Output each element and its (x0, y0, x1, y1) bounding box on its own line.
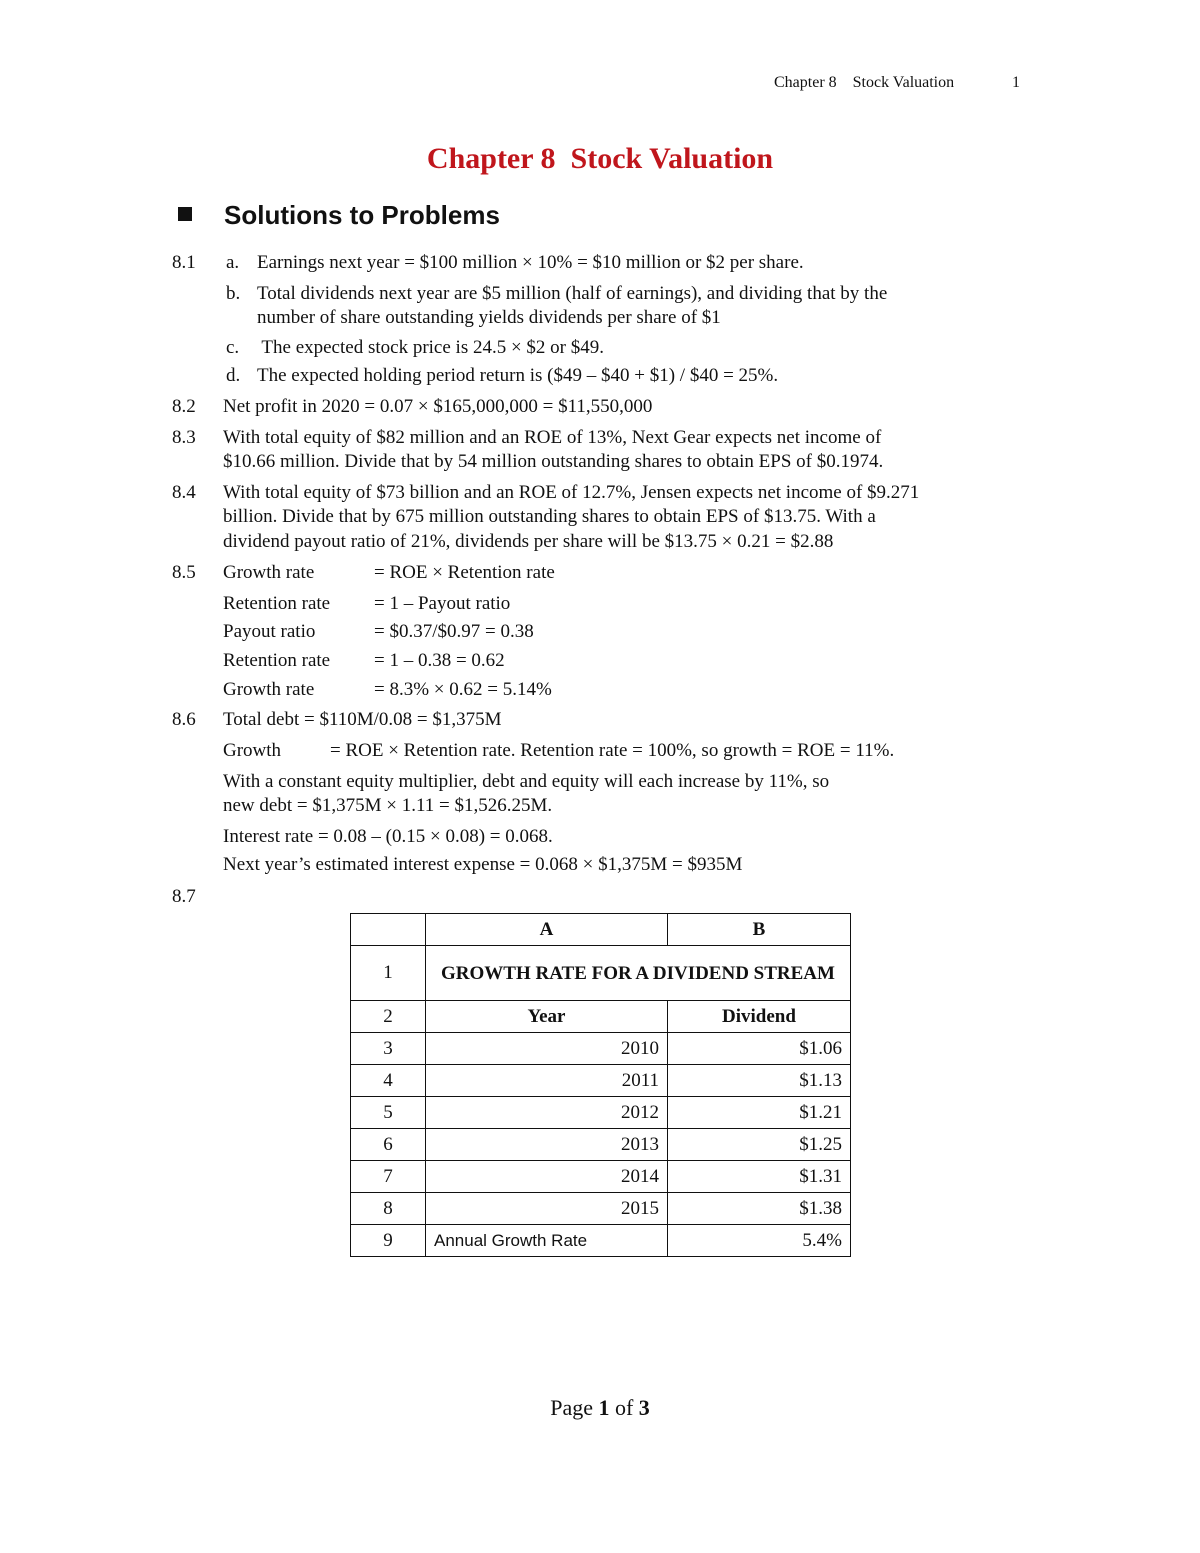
problem-text-8-4-line2: billion. Divide that by 675 million outstanding shares to obtain EPS of $13.75. With a (223, 506, 876, 527)
header-page-number: 1 (1012, 74, 1020, 91)
equation-label: Payout ratio (223, 621, 316, 642)
year-cell: 2011 (426, 1065, 668, 1097)
equation-label: Retention rate (223, 593, 331, 614)
row-number: 2 (351, 1001, 426, 1033)
problem-number-8-1: 8.1 (172, 252, 196, 273)
year-cell: 2014 (426, 1161, 668, 1193)
equation-value: = ROE × Retention rate (374, 562, 555, 583)
problem-text-8-2: Net profit in 2020 = 0.07 × $165,000,000 = $11,550,000 (223, 396, 653, 417)
item-label-a: a. (226, 252, 240, 273)
item-text-c: The expected stock price is 24.5 × $2 or $49. (257, 337, 605, 358)
column-header-a: A (426, 914, 668, 946)
item-text-d: The expected holding period return is ($49 – $40 + $1) / $40 = 25%. (257, 365, 779, 386)
table-row (351, 1225, 851, 1257)
growth-equation: = ROE × Retention rate. Retention rate = 100%, so growth = ROE = 11%. (330, 740, 895, 761)
row-number: 8 (351, 1193, 426, 1225)
item-label-c: c. (226, 337, 240, 358)
header-year: Year (426, 1001, 668, 1033)
section-heading (178, 200, 500, 231)
item-text-b-line1: Total dividends next year are $5 million (half of earnings), and dividing that by the (257, 283, 888, 304)
equation-label: Growth rate (223, 679, 315, 700)
year-cell: 2012 (426, 1097, 668, 1129)
dividend-cell: $1.21 (668, 1097, 851, 1129)
annual-growth-label: Annual Growth Rate (426, 1225, 668, 1257)
problem-text-8-6-line6: Next year’s estimated interest expense = 0.068 × $1,375M = $935M (223, 854, 743, 875)
dividend-cell: $1.31 (668, 1161, 851, 1193)
header-dividend: Dividend (668, 1001, 851, 1033)
problem-text-8-6-line5: Interest rate = 0.08 – (0.15 × 0.08) = 0.068. (223, 826, 553, 847)
item-text-b-line2: number of share outstanding yields dividends per share of $1 (257, 307, 721, 328)
problem-number-8-6: 8.6 (172, 709, 196, 730)
dividend-cell: $1.25 (668, 1129, 851, 1161)
table-row (351, 1001, 851, 1033)
table-column-header-row (351, 914, 851, 946)
problem-text-8-4-line1: With total equity of $73 billion and an ROE of 12.7%, Jensen expects net income of $9.271 (223, 482, 920, 503)
dividend-cell: $1.13 (668, 1065, 851, 1097)
problem-text-8-4-line3: dividend payout ratio of 21%, dividends per share will be $13.75 × 0.21 = $2.88 (223, 531, 834, 552)
footer-of-word: of (614, 1395, 634, 1420)
equation-value: = 1 – Payout ratio (374, 593, 511, 614)
row-number: 5 (351, 1097, 426, 1129)
problem-text-8-3-line2: $10.66 million. Divide that by 54 million outstanding shares to obtain EPS of $0.1974. (223, 451, 884, 472)
column-header-b: B (668, 914, 851, 946)
row-number: 7 (351, 1161, 426, 1193)
year-cell: 2013 (426, 1129, 668, 1161)
table-row (351, 1033, 851, 1065)
problem-number-8-2: 8.2 (172, 396, 196, 417)
item-label-d: d. (226, 365, 241, 386)
table-row (351, 1097, 851, 1129)
table-row (351, 946, 851, 1001)
problem-number-8-3: 8.3 (172, 427, 196, 448)
table-title: GROWTH RATE FOR A DIVIDEND STREAM (426, 946, 851, 1001)
equation-value: = $0.37/$0.97 = 0.38 (374, 621, 534, 642)
problem-text-8-6-line3: With a constant equity multiplier, debt and equity will each increase by 11%, so (223, 771, 830, 792)
footer-page-word: Page (550, 1395, 593, 1420)
row-number: 9 (351, 1225, 426, 1257)
equation-label: Retention rate (223, 650, 331, 671)
table-row (351, 1161, 851, 1193)
growth-label: Growth (223, 740, 282, 761)
table-row (351, 1065, 851, 1097)
dividend-growth-table (350, 913, 851, 1257)
running-header: Chapter 8 Stock Valuation (774, 74, 955, 91)
equation-value: = 1 – 0.38 = 0.62 (374, 650, 505, 671)
table-row (351, 1193, 851, 1225)
row-number: 6 (351, 1129, 426, 1161)
row-number: 1 (351, 946, 426, 1001)
table-corner-cell (351, 914, 426, 946)
square-bullet-icon (178, 207, 192, 221)
annual-growth-value: 5.4% (668, 1225, 851, 1257)
page-title: Chapter 8 Stock Valuation (426, 142, 774, 175)
dividend-cell: $1.06 (668, 1033, 851, 1065)
year-cell: 2010 (426, 1033, 668, 1065)
problem-text-8-6-line1: Total debt = $110M/0.08 = $1,375M (223, 709, 502, 730)
row-number: 3 (351, 1033, 426, 1065)
problem-number-8-7: 8.7 (172, 886, 196, 907)
problem-number-8-5: 8.5 (172, 562, 196, 583)
problem-text-8-3-line1: With total equity of $82 million and an ROE of 13%, Next Gear expects net income of (223, 427, 882, 448)
problem-text-8-6-line4: new debt = $1,375M × 1.11 = $1,526.25M. (223, 795, 553, 816)
problem-number-8-4: 8.4 (172, 482, 196, 503)
table-row (351, 1129, 851, 1161)
footer-page-number: 1 (598, 1395, 610, 1420)
section-title: Solutions to Problems (224, 200, 500, 230)
page-footer (0, 1395, 1200, 1421)
year-cell: 2015 (426, 1193, 668, 1225)
item-text-a: Earnings next year = $100 million × 10% = $10 million or $2 per share. (257, 252, 804, 273)
item-label-b: b. (226, 283, 241, 304)
dividend-cell: $1.38 (668, 1193, 851, 1225)
equation-value: = 8.3% × 0.62 = 5.14% (374, 679, 552, 700)
equation-label: Growth rate (223, 562, 315, 583)
row-number: 4 (351, 1065, 426, 1097)
footer-page-total: 3 (638, 1395, 650, 1420)
